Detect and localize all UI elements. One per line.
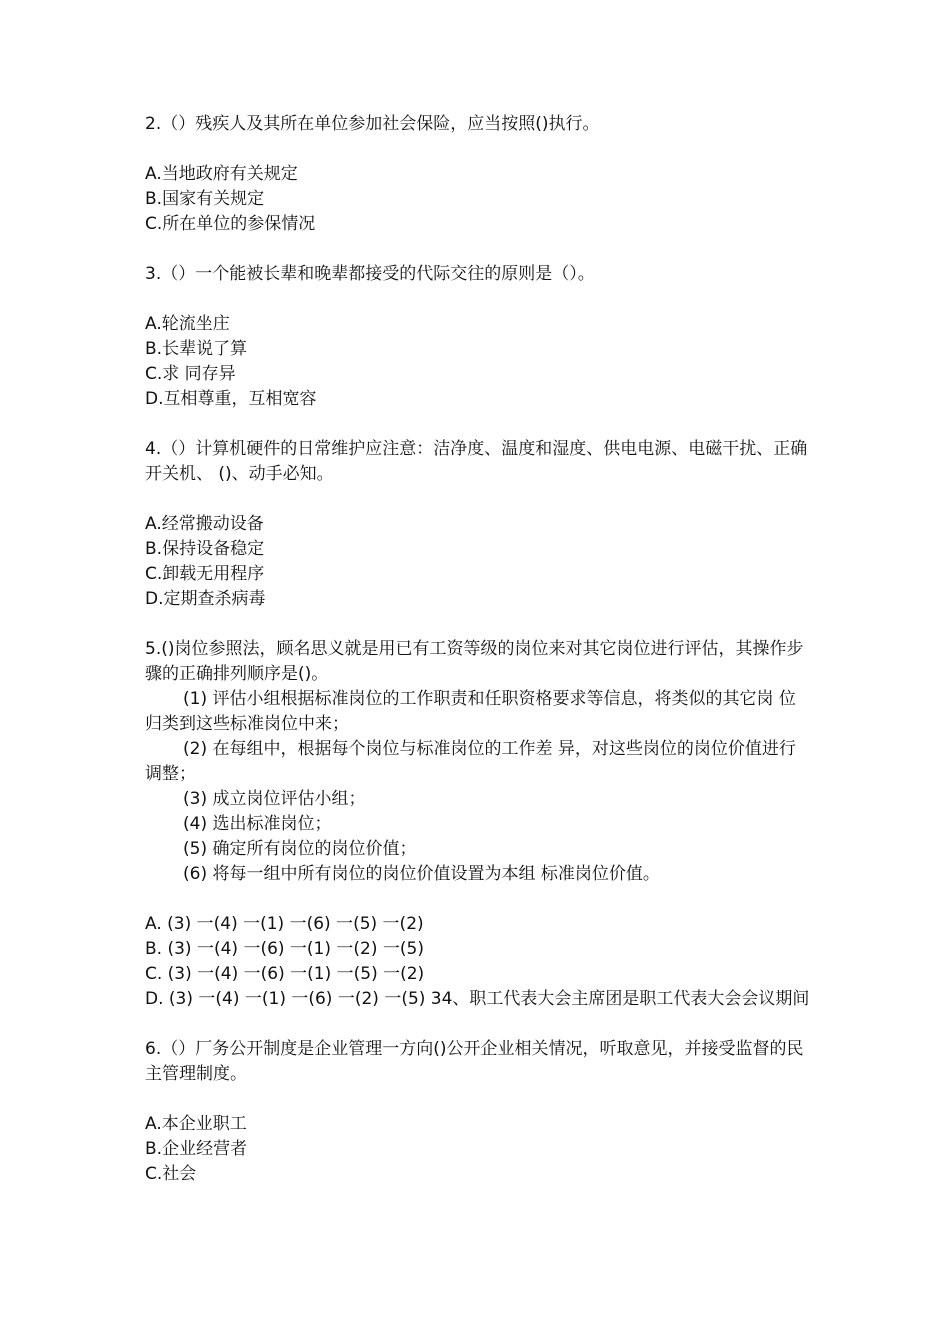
- option-c: C.所在单位的参保情况: [145, 214, 316, 234]
- option-list: [145, 512, 810, 612]
- question-stem: [145, 637, 810, 887]
- question-stem: [145, 437, 810, 487]
- step-1: (1) 评估小组根据标准岗位的工作职责和任职资格要求等信息，将类似的其它岗 位归类到这些标准岗位中来；: [145, 689, 796, 734]
- option-b: B. (3) 一(4) 一(6) 一(1) 一(2) 一(5): [145, 939, 424, 959]
- question-stem-text: 3.（）一个能被长辈和晚辈都接受的代际交往的原则是（）。: [145, 264, 595, 284]
- option-d: D.互相尊重，互相宽容: [145, 389, 317, 409]
- option-c: C. (3) 一(4) 一(6) 一(1) 一(5) 一(2): [145, 964, 425, 984]
- option-list: [145, 1112, 810, 1187]
- step-3: (3) 成立岗位评估小组；: [183, 789, 366, 809]
- option-a: A.本企业职工: [145, 1114, 247, 1134]
- option-b: B.企业经营者: [145, 1139, 248, 1159]
- question-stem-text: 4.（）计算机硬件的日常维护应注意：洁净度、温度和湿度、供电电源、电磁干扰、正确开关机、 ()、动手必知。: [145, 439, 808, 484]
- option-list: [145, 312, 810, 412]
- step-4: (4) 选出标准岗位；: [183, 814, 332, 834]
- option-c: C.卸载无用程序: [145, 564, 265, 584]
- option-c: C.社会: [145, 1164, 197, 1184]
- option-d: D.定期查杀病毒: [145, 589, 266, 609]
- option-a: A.轮流坐庄: [145, 314, 230, 334]
- question-2: [145, 112, 810, 237]
- question-stem-text: 2.（）残疾人及其所在单位参加社会保险，应当按照()执行。: [145, 114, 600, 134]
- question-stem: [145, 1037, 810, 1087]
- question-stem-text: 6.（）厂务公开制度是企业管理一方向()公开企业相关情况，听取意见，并接受监督的民主管理制度。: [145, 1039, 804, 1084]
- option-b: B.长辈说了算: [145, 339, 248, 359]
- option-a: A.经常搬动设备: [145, 514, 264, 534]
- question-stem: [145, 262, 810, 287]
- question-stem: [145, 112, 810, 137]
- option-a: A.当地政府有关规定: [145, 164, 298, 184]
- option-d: D. (3) 一(4) 一(1) 一(6) 一(2) 一(5) 34、职工代表大会主席团是职工代表大会会议期间: [145, 989, 810, 1009]
- question-6: [145, 1037, 810, 1187]
- option-a: A. (3) 一(4) 一(1) 一(6) 一(5) 一(2): [145, 914, 424, 934]
- question-4: [145, 437, 810, 612]
- option-list: [145, 162, 810, 237]
- document-page: [145, 112, 810, 1212]
- option-c: C.求 同存异: [145, 364, 236, 384]
- option-b: B.国家有关规定: [145, 189, 265, 209]
- option-list: [145, 912, 810, 1012]
- option-b: B.保持设备稳定: [145, 539, 265, 559]
- question-3: [145, 262, 810, 412]
- question-stem-text: 5.()岗位参照法，顾名思义就是用已有工资等级的岗位来对其它岗位进行评估，其操作步骤的正确排列顺序是()。: [145, 639, 804, 684]
- step-6: (6) 将每一组中所有岗位的岗位价值设置为本组 标准岗位价值。: [183, 864, 660, 884]
- question-5: [145, 637, 810, 1012]
- step-5: (5) 确定所有岗位的岗位价值；: [183, 839, 417, 859]
- step-2: (2) 在每组中，根据每个岗位与标准岗位的工作差 异，对这些岗位的岗位价值进行调整；: [145, 739, 796, 784]
